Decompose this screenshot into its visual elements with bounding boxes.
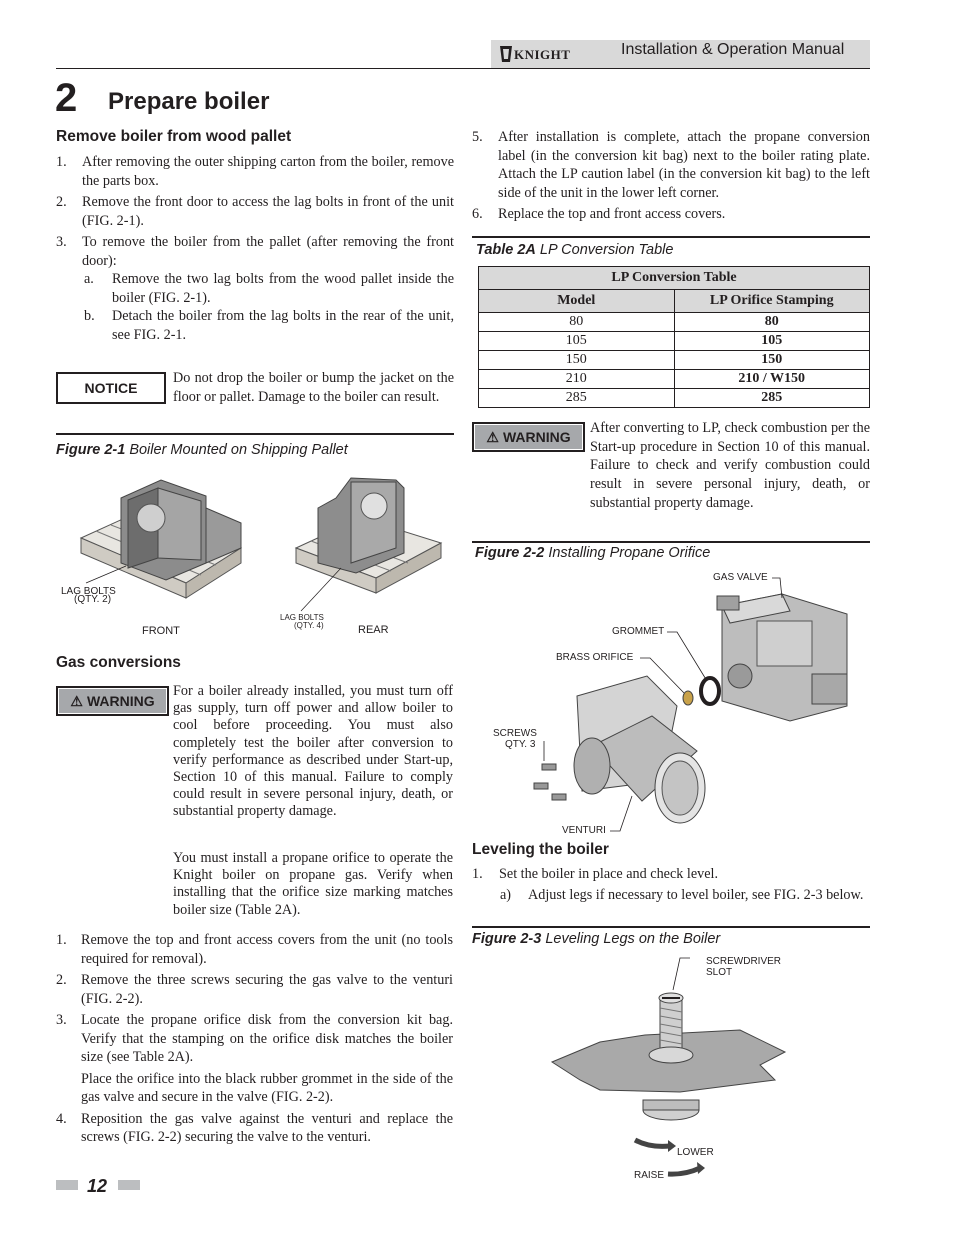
chapter-title: Prepare boiler bbox=[108, 88, 270, 115]
sub-list-item bbox=[56, 307, 454, 344]
lag-bolts-front-qty: (QTY. 2) bbox=[74, 594, 112, 605]
gas-valve-label: GAS VALVE bbox=[713, 572, 768, 583]
leveling-leg-illustration bbox=[643, 993, 699, 1120]
table-row bbox=[479, 351, 870, 370]
list-item bbox=[472, 865, 870, 884]
list-number: 6. bbox=[472, 206, 483, 222]
table-title-row bbox=[479, 267, 870, 290]
list-number: 1. bbox=[472, 866, 483, 882]
venturi-label: VENTURI bbox=[562, 825, 606, 836]
notice-label: NOTICE bbox=[56, 372, 166, 404]
list-item-continuation: Place the orifice into the black rubber grommet in the side of the gas valve and secure in the valve (FIG. 2-2). bbox=[81, 1070, 453, 1105]
list-number: b. bbox=[84, 308, 95, 324]
list-item bbox=[56, 931, 453, 968]
cell-stamping: 285 bbox=[674, 389, 870, 408]
front-boiler-illustration bbox=[81, 480, 241, 598]
sub-list-item bbox=[472, 886, 870, 905]
list-text: Adjust legs if necessary to level boiler, see FIG. 2-3 below. bbox=[528, 886, 864, 903]
gas-conversion-steps bbox=[56, 931, 453, 1147]
warning-label-right: ⚠ WARNING bbox=[472, 422, 585, 452]
lower-arrow-icon bbox=[635, 1140, 670, 1146]
knight-logo bbox=[498, 43, 578, 65]
cell-model: 105 bbox=[479, 332, 675, 351]
screws-label: SCREWS bbox=[493, 728, 537, 739]
list-number: 1. bbox=[56, 154, 67, 170]
lp-conversion-table bbox=[478, 266, 870, 408]
table-row bbox=[479, 313, 870, 332]
list-text: Reposition the gas valve against the venturi and replace the screws (FIG. 2-2) securing the valve to the venturi. bbox=[81, 1110, 453, 1145]
notice-text: Do not drop the boiler or bump the jacket on the floor or pallet. Damage to the boiler can result. bbox=[173, 370, 454, 405]
rear-label: REAR bbox=[358, 624, 389, 636]
figure-2-3-image bbox=[540, 950, 800, 1185]
list-number: 3. bbox=[56, 234, 67, 250]
column-header-model: Model bbox=[479, 290, 675, 313]
table-row bbox=[479, 389, 870, 408]
list-item bbox=[472, 128, 870, 202]
slot-label: SLOT bbox=[706, 967, 733, 978]
sub-list-item bbox=[56, 270, 454, 307]
screws-illustration bbox=[534, 764, 566, 800]
list-number: a. bbox=[84, 271, 94, 287]
list-number: 3. bbox=[56, 1012, 67, 1028]
list-number: 1. bbox=[56, 932, 67, 948]
list-text: Locate the propane orifice disk from the conversion kit bag. Verify that the stamping on the orifice disk matches the boiler size (see Table 2A). bbox=[81, 1012, 453, 1065]
pallet-steps bbox=[56, 153, 454, 344]
warning-triangle-icon: ⚠ bbox=[486, 428, 499, 445]
caption-rule bbox=[472, 926, 870, 928]
cell-stamping: 150 bbox=[674, 351, 870, 370]
manual-title: Installation & Operation Manual bbox=[621, 41, 845, 58]
raise-label: RAISE bbox=[634, 1170, 665, 1181]
caption-rule bbox=[472, 236, 870, 238]
cell-model: 210 bbox=[479, 370, 675, 389]
logo-text: KNIGHT bbox=[514, 47, 571, 62]
list-text: To remove the boiler from the pallet (after removing the front door): bbox=[82, 234, 454, 269]
table-row bbox=[479, 370, 870, 389]
list-item bbox=[56, 233, 454, 270]
footer-bar-right bbox=[118, 1180, 140, 1190]
list-number: a) bbox=[500, 886, 512, 903]
front-label: FRONT bbox=[142, 625, 180, 637]
list-text: Remove the three screws securing the gas valve to the venturi (FIG. 2-2). bbox=[81, 972, 453, 1007]
leader-line bbox=[673, 958, 690, 990]
figure-2-2-image bbox=[472, 566, 870, 838]
list-number: 2. bbox=[56, 194, 67, 210]
list-item bbox=[56, 153, 454, 190]
list-text: After installation is complete, attach the propane conversion label (in the conversion kit bag) next to the boiler rating plate. Attach the LP caution label (in the conversion kit bag) to the left side of the unit in the lower left corner. bbox=[498, 129, 870, 201]
list-item bbox=[472, 205, 870, 224]
list-text: Remove the top and front access covers from the unit (no tools required for removal). bbox=[81, 932, 453, 967]
brass-orifice-illustration bbox=[683, 691, 693, 705]
grommet-label: GROMMET bbox=[612, 626, 665, 637]
column-header-stamping: LP Orifice Stamping bbox=[674, 290, 870, 313]
section-title-leveling: Leveling the boiler bbox=[472, 841, 609, 858]
table-2a-caption: Table 2A LP Conversion Table bbox=[476, 242, 674, 258]
list-text: Remove the front door to access the lag bolts in front of the unit (FIG. 2-1). bbox=[82, 194, 454, 229]
cell-stamping: 105 bbox=[674, 332, 870, 351]
warning-text-right: After converting to LP, check combustion per the Start-up procedure in Section 10 of this manual. Failure to check and verify combustion could result in severe personal injury, death, or substantial property damage. bbox=[590, 420, 870, 511]
grommet-illustration bbox=[701, 678, 719, 704]
screwdriver-label: SCREWDRIVER bbox=[706, 956, 782, 967]
list-text: Replace the top and front access covers. bbox=[498, 206, 726, 222]
list-item bbox=[56, 1110, 453, 1147]
lag-bolts-rear-qty: (QTY. 4) bbox=[294, 621, 324, 630]
page-number: 12 bbox=[87, 1176, 108, 1196]
list-text: Remove the two lag bolts from the wood pallet inside the boiler (FIG. 2-1). bbox=[112, 271, 454, 306]
figure-2-3-caption: Figure 2-3 Leveling Legs on the Boiler bbox=[472, 931, 721, 947]
table-header-row bbox=[479, 290, 870, 313]
caption-rule bbox=[56, 433, 454, 435]
list-number: 4. bbox=[56, 1110, 67, 1127]
lag-bolts-front-label: LAG BOLTS bbox=[61, 586, 116, 597]
lower-label: LOWER bbox=[677, 1147, 714, 1158]
list-text: Set the boiler in place and check level. bbox=[499, 866, 719, 882]
section-title-gas-conversions: Gas conversions bbox=[56, 654, 181, 671]
list-item bbox=[56, 971, 453, 1008]
leveling-steps bbox=[472, 865, 870, 904]
caption-rule bbox=[472, 541, 870, 543]
footer-bar-left bbox=[56, 1180, 78, 1190]
table-row bbox=[479, 332, 870, 351]
warning-text-left: For a boiler already installed, you must turn off gas supply, turn off power and allow boiler to cool before proceeding. You must also completely test the boiler after conversion to verify performance as described under Start-up, Section 10 of this manual. Failure to comply could result in severe personal injury, death, or substantial property damage. bbox=[173, 683, 453, 820]
lag-bolts-rear-label: LAG BOLTS bbox=[280, 613, 324, 622]
list-text: Detach the boiler from the lag bolts in the rear of the unit, see FIG. 2-1. bbox=[112, 308, 454, 343]
list-item bbox=[56, 193, 454, 230]
section-title-remove-pallet: Remove boiler from wood pallet bbox=[56, 128, 292, 145]
list-number: 5. bbox=[472, 129, 483, 145]
list-number: 2. bbox=[56, 972, 67, 988]
gas-valve-illustration bbox=[717, 594, 847, 721]
right-steps bbox=[472, 128, 870, 224]
list-text: After removing the outer shipping carton from the boiler, remove the parts box. bbox=[82, 154, 454, 189]
screws-qty-label: QTY. 3 bbox=[505, 739, 536, 750]
list-item bbox=[56, 1011, 453, 1067]
header-rule bbox=[56, 68, 870, 69]
warning-label-left: ⚠ WARNING bbox=[56, 686, 169, 716]
cell-stamping: 210 / W150 bbox=[674, 370, 870, 389]
cell-model: 285 bbox=[479, 389, 675, 408]
propane-orifice-text: You must install a propane orifice to operate the Knight boiler on propane gas. Verify when installing that the orifice size marking matches boiler size (Table 2A). bbox=[173, 850, 453, 918]
figure-2-1-image bbox=[56, 468, 454, 640]
table-title: LP Conversion Table bbox=[479, 267, 870, 290]
cell-model: 150 bbox=[479, 351, 675, 370]
warning-triangle-icon: ⚠ bbox=[70, 692, 83, 709]
figure-2-2-caption: Figure 2-2 Installing Propane Orifice bbox=[475, 545, 711, 561]
rear-boiler-illustration bbox=[296, 478, 441, 611]
figure-2-1-caption: Figure 2-1 Boiler Mounted on Shipping Pallet bbox=[56, 442, 348, 458]
cell-model: 80 bbox=[479, 313, 675, 332]
chapter-number: 2 bbox=[55, 76, 78, 120]
brass-orifice-label: BRASS ORIFICE bbox=[556, 652, 634, 663]
cell-stamping: 80 bbox=[674, 313, 870, 332]
raise-arrow-icon bbox=[668, 1168, 700, 1174]
